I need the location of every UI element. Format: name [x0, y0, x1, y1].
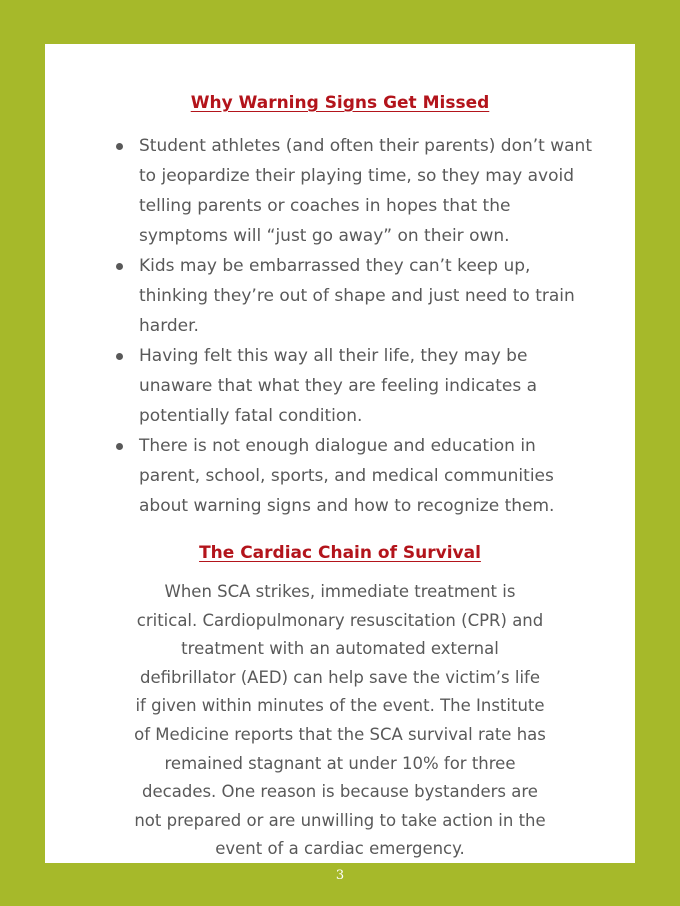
- list-item: There is not enough dialogue and education in parent, school, sports, and medical communities about warning signs and how to recognize them.: [113, 431, 593, 521]
- document-page: [45, 44, 635, 863]
- chain-of-survival-paragraph: When SCA strikes, immediate treatment is critical. Cardiopulmonary resuscitation (CPR) and treatment with an automated external defibrillator (AED) can help save the victim’s life if given within minutes of the event. The Institute of Medicine reports that the SCA survival rate has remained stagnant at under 10% for three decades. One reason is because bystanders are not prepared or are unwilling to take action in the event of a cardiac emergency.: [134, 582, 546, 859]
- page-number: 3: [335, 868, 345, 883]
- section-heading-chain-of-survival: The Cardiac Chain of Survival: [199, 543, 481, 563]
- list-item: Kids may be embarrassed they can’t keep up, thinking they’re out of shape and just need to train harder.: [113, 251, 593, 341]
- list-item: Having felt this way all their life, they may be unaware that what they are feeling indicates a potentially fatal condition.: [113, 341, 593, 431]
- list-item: Student athletes (and often their parents) don’t want to jeopardize their playing time, so they may avoid telling parents or coaches in hopes that the symptoms will “just go away” on their own.: [113, 131, 593, 251]
- warning-signs-list: [113, 131, 593, 521]
- section-heading-warning-signs: Why Warning Signs Get Missed: [190, 93, 490, 113]
